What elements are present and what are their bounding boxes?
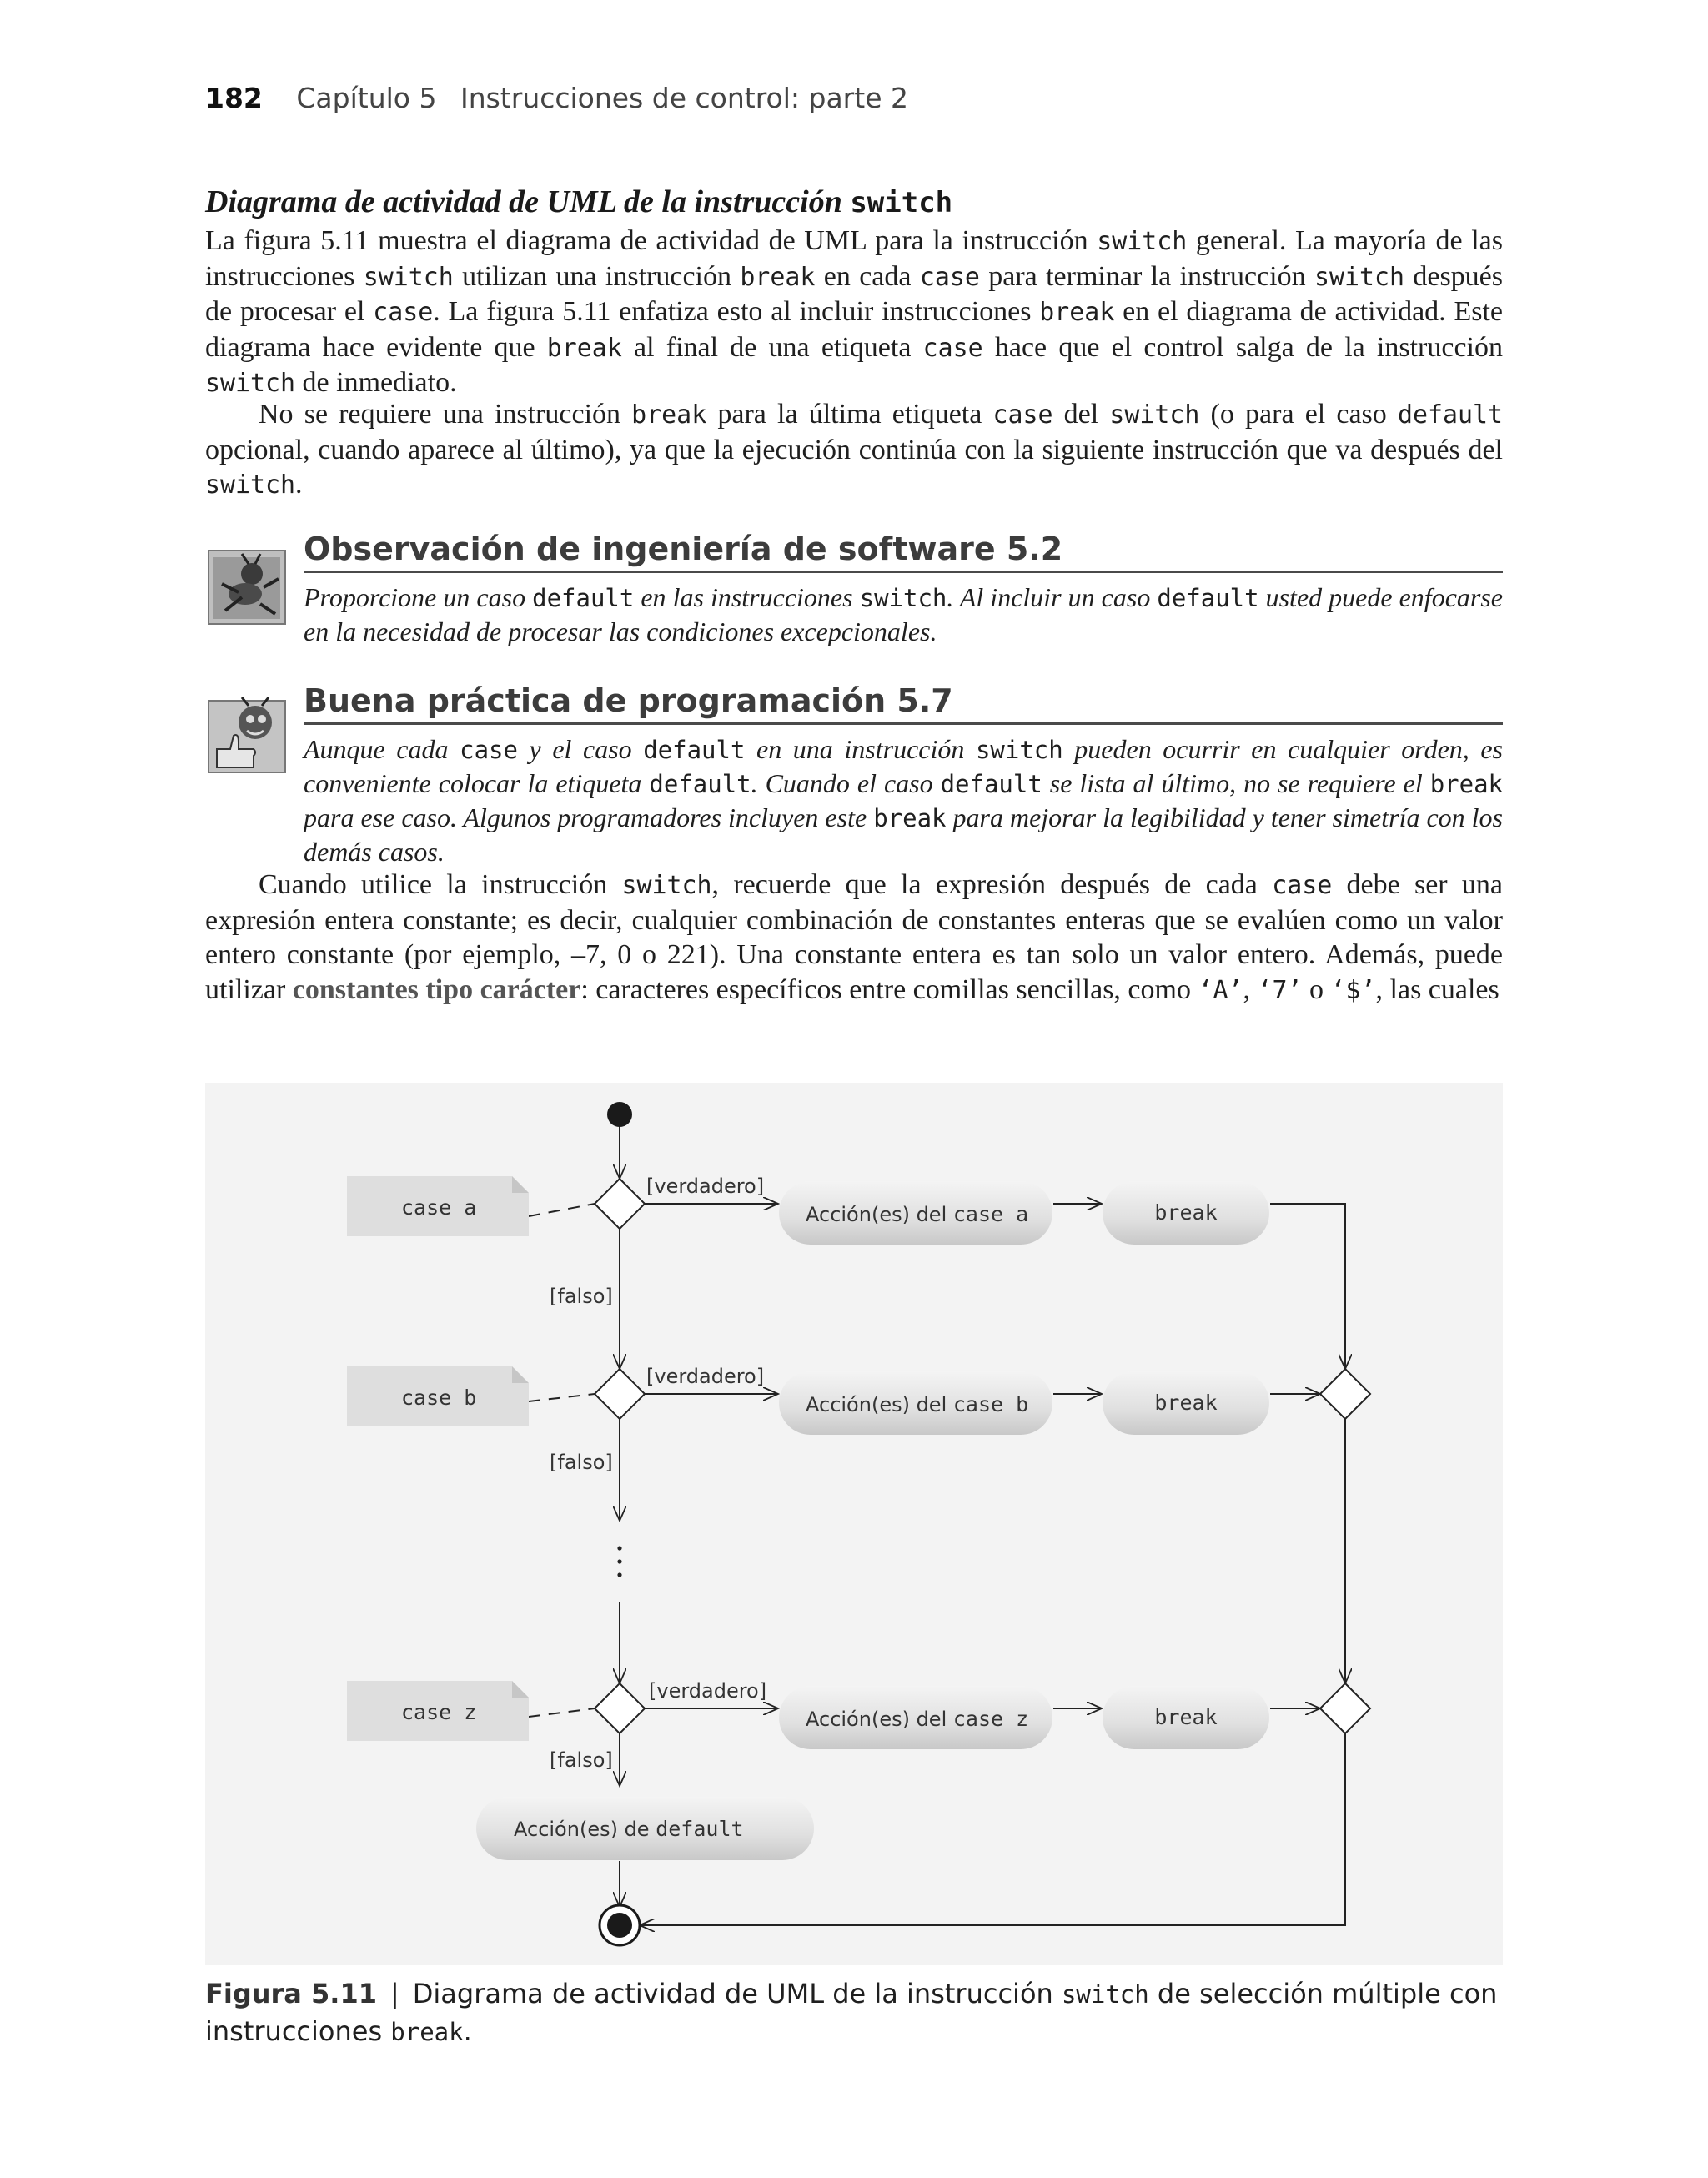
page-number: 182 — [205, 82, 263, 114]
paragraph-1: La figura 5.11 muestra el diagrama de actividad de UML para la instrucción switch general. La mayoría de las instrucciones switch utilizan una instrucción break en cada case para terminar la instrucción switch después de procesar el case. La figura 5.11 enfatiza esto al incluir instrucciones break en el diagrama de actividad. Este diagrama hace evidente que break al final de una etiqueta case hace que el control salga de la instrucción switch de inmediato. — [205, 225, 1504, 398]
note-case-z-label: case z — [401, 1700, 477, 1724]
merge-z — [1320, 1683, 1370, 1733]
section-heading-code: switch — [850, 186, 953, 219]
software-engineering-title: Observación de ingeniería de software 5.2 — [304, 531, 1503, 573]
note-case-b-label: case b — [401, 1386, 477, 1410]
running-head — [205, 82, 908, 114]
chapter-title: Instrucciones de control: parte 2 — [460, 82, 908, 114]
guard-false-a: [falso] — [550, 1285, 613, 1308]
section-heading — [205, 184, 952, 220]
break-a-label: break — [1154, 1200, 1218, 1225]
break-z-label: break — [1154, 1705, 1218, 1729]
software-engineering-text: Proporcione un caso default en las instrucciones switch. Al incluir un caso default usted puede enfocarse en la necesidad de procesar las condiciones excepcionales. — [304, 582, 1504, 646]
decision-b — [595, 1369, 645, 1419]
section-heading-text: Diagrama de actividad de UML de la instrucción — [205, 184, 842, 219]
action-default-label: Acción(es) de default — [514, 1817, 744, 1841]
action-a-label: Acción(es) del case a — [806, 1202, 1029, 1226]
break-b-label: break — [1154, 1391, 1218, 1415]
merge-b — [1320, 1369, 1370, 1419]
decision-z — [595, 1683, 645, 1733]
guard-false-z: [falso] — [550, 1748, 613, 1772]
decision-a — [595, 1179, 645, 1229]
guard-true-z: [verdadero] — [649, 1679, 767, 1703]
initial-node — [607, 1102, 632, 1127]
figure-caption: Figura 5.11 | Diagrama de actividad de UML de la instrucción switch de selección múltiple con instrucciones break. — [205, 1978, 1498, 2047]
good-practice-title: Buena práctica de programación 5.7 — [304, 682, 1503, 725]
ant-engineer-icon — [205, 546, 289, 629]
uml-activity-diagram — [205, 1083, 1503, 1965]
note-case-a-label: case a — [401, 1195, 477, 1220]
thumbs-up-ant-icon — [205, 694, 289, 777]
paragraph-2: No se requiere una instrucción break para la última etiqueta case del switch (o para el caso default opcional, cuando aparece al último), ya que la ejecución continúa con la siguiente instrucción que va después del switch. — [205, 399, 1503, 500]
guard-true-a: [verdadero] — [646, 1175, 765, 1198]
paragraph-3: Cuando utilice la instrucción switch, recuerde que la expresión después de cada case debe ser una expresión entera constante; es decir, cualquier combinación de constantes enteras que se evalúen como un valor entero constante (por ejemplo, –7, 0 o 221). Una constante entera es tan solo un valor entero. Además, puede utilizar constantes tipo carácter: caracteres específicos entre comillas sencillas, como ‘A’, ‘7’ o ‘$’, las cuales — [205, 869, 1504, 1005]
figure-number: Figura 5.11 — [205, 1978, 377, 2009]
key-term: constantes tipo carácter — [292, 973, 581, 1005]
action-b-label: Acción(es) del case b — [806, 1392, 1029, 1416]
chapter-label: Capítulo 5 — [296, 82, 437, 114]
action-z-label: Acción(es) del case z — [806, 1707, 1029, 1731]
guard-true-b: [verdadero] — [646, 1365, 765, 1388]
good-practice-text: Aunque cada case y el caso default en una instrucción switch pueden ocurrir en cualquier orden, es conveniente colocar la etiqueta default. Cuando el caso default se lista al último, no se requiere el break para ese caso. Algunos programadores incluyen este break para mejorar la legibilidad y tener simetría con los demás casos. — [304, 734, 1504, 867]
guard-false-b: [falso] — [550, 1451, 613, 1474]
